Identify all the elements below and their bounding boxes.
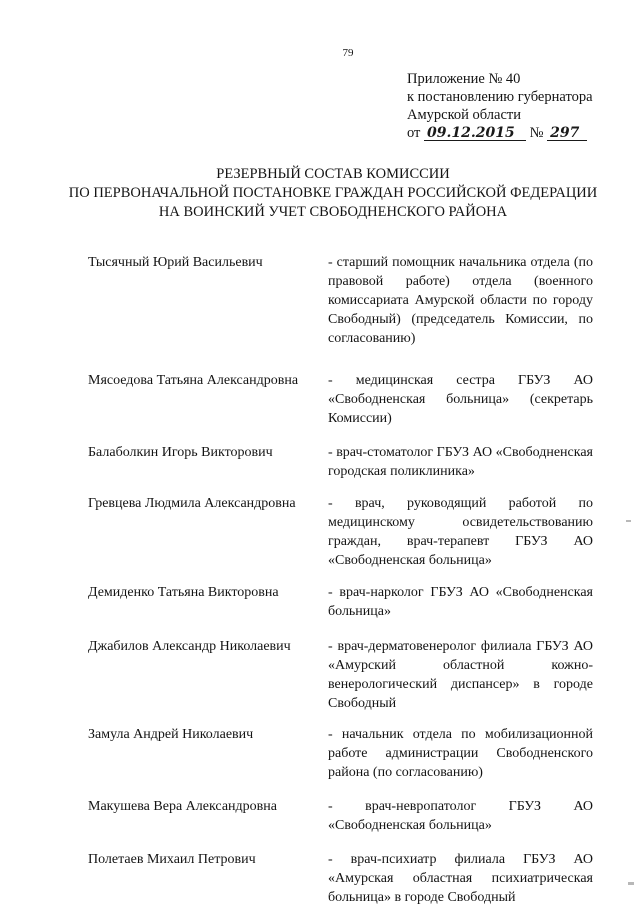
document-title [0, 165, 640, 222]
member-list [88, 253, 598, 907]
scan-mark [626, 520, 631, 522]
member-row [88, 637, 598, 713]
member-row [88, 797, 598, 835]
member-role: - начальник отдела по мобилизационной работе администрации Свободненского района (по согласованию) [328, 727, 593, 780]
member-name: Замула Андрей Николаевич [88, 727, 254, 742]
member-name: Макушева Вера Александровна [88, 799, 277, 814]
appendix-date-line [407, 124, 593, 142]
handwritten-number: 297 [547, 126, 587, 141]
page-number: 79 [342, 47, 354, 59]
title-line-3: НА ВОИНСКИЙ УЧЕТ СВОБОДНЕНСКОГО РАЙОНА [158, 204, 508, 220]
member-role: - врач-невропатолог ГБУЗ АО «Свободненская больница» [328, 799, 593, 833]
member-role: - врач-нарколог ГБУЗ АО «Свободненская больница» [328, 585, 593, 619]
member-role: - врач-дерматовенеролог филиала ГБУЗ АО «Амурский областной кожно-венерологический диспансер» в городе Свободный [328, 639, 593, 711]
member-name: Балаболкин Игорь Викторович [88, 445, 273, 460]
member-name: Полетаев Михаил Петрович [88, 852, 256, 867]
member-row [88, 253, 598, 348]
member-role: - врач-психиатр филиала ГБУЗ АО «Амурская областная психиатрическая больница» в городе Свободный [328, 852, 593, 905]
member-row [88, 583, 598, 621]
number-prefix: № [529, 125, 544, 141]
appendix-region-line: Амурской области [407, 107, 521, 123]
member-row [88, 494, 598, 570]
member-name: Мясоедова Татьяна Александровна [88, 373, 299, 388]
member-row [88, 443, 598, 481]
member-row [88, 850, 598, 907]
title-line-2: ПО ПЕРВОНАЧАЛЬНОЙ ПОСТАНОВКЕ ГРАЖДАН РОССИЙСКОЙ ФЕДЕРАЦИИ [68, 185, 598, 201]
member-row [88, 725, 598, 782]
member-row [88, 371, 598, 428]
member-role: - врач, руководящий работой по медицинскому освидетельствованию граждан, врач-терапевт ГБУЗ АО «Свободненская больница» [328, 496, 593, 568]
member-role: - медицинская сестра ГБУЗ АО «Свободненская больница» (секретарь Комиссии) [328, 373, 593, 426]
appendix-decree-line: к постановлению губернатора [407, 89, 593, 105]
title-line-1: РЕЗЕРВНЫЙ СОСТАВ КОМИССИИ [216, 166, 450, 182]
appendix-title: Приложение № 40 [407, 71, 521, 87]
handwritten-date: 09.12.2015 [424, 126, 526, 141]
member-role: - старший помощник начальника отдела (по правовой работе) отдела (военного комиссариата Амурской области по городу Свободный) (председатель Комиссии, по согласованию) [328, 255, 593, 346]
member-name: Тысячный Юрий Васильевич [88, 255, 263, 270]
member-role: - врач-стоматолог ГБУЗ АО «Свободненская городская поликлиника» [328, 445, 593, 479]
date-prefix: от [407, 125, 421, 141]
member-name: Гревцева Людмила Александровна [88, 496, 296, 511]
member-name: Демиденко Татьяна Викторовна [88, 585, 279, 600]
scan-mark [628, 882, 634, 885]
member-name: Джабилов Александр Николаевич [88, 639, 291, 654]
appendix-header [407, 70, 593, 142]
